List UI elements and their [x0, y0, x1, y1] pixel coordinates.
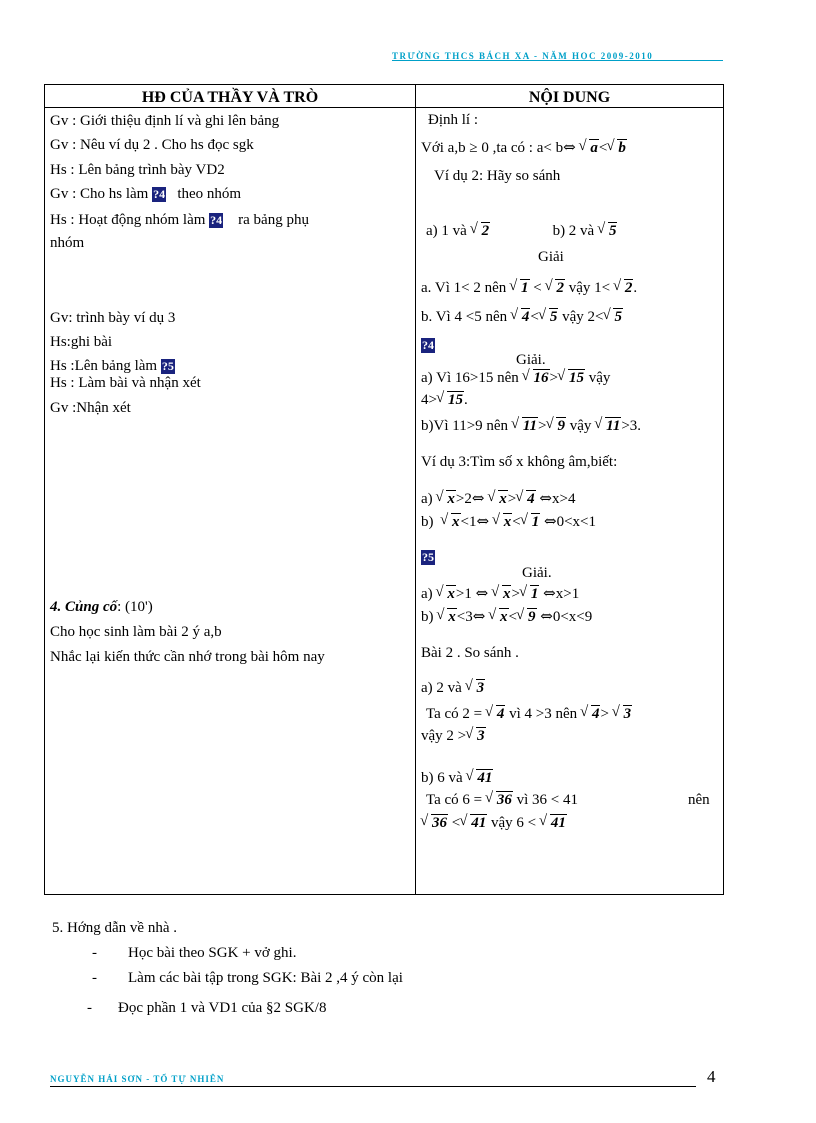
text: a. Vì 1< 2 nên — [421, 280, 507, 296]
sqrt-1: √ 1 — [521, 513, 541, 531]
right-line: 4>√ 15. — [421, 391, 468, 409]
text: Hs : Hoạt động nhóm làm — [50, 212, 206, 228]
sqrt-11: √ 11 — [595, 417, 621, 435]
sqrt-9: √ 9 — [517, 608, 537, 626]
right-line: Giải — [538, 249, 564, 265]
right-cell — [416, 108, 724, 895]
text: x>4 — [552, 491, 576, 507]
sqrt-11: √ 11 — [512, 417, 538, 435]
right-line: Với a,b ≥ 0 ,ta có : a< b⇔ √ a<√ b — [421, 138, 627, 157]
text: a) 2 và — [421, 680, 462, 696]
text: a) — [421, 491, 433, 507]
text: b)Vì 11>9 nên — [421, 418, 509, 434]
iff-symbol: ⇔ — [472, 607, 486, 625]
right-line: a) Vì 16>15 nên √ 16>√ 15 vậy — [421, 369, 610, 387]
left-line: Hs : Lên bảng trình bày VD2 — [50, 162, 225, 178]
text: vậy 2 > — [421, 728, 467, 744]
col-left-title: HĐ CỦA THẦY VÀ TRÒ — [45, 85, 416, 108]
footer-rule — [50, 1086, 696, 1087]
homework-item: Đọc phần 1 và VD1 của §2 SGK/8 — [118, 1000, 327, 1016]
text: b) — [421, 609, 434, 625]
sqrt-x: √ x — [492, 585, 512, 603]
sqrt-x: √ x — [441, 513, 461, 531]
iff-symbol: ⇔ — [476, 512, 490, 530]
text: Hs :Lên bảng làm — [50, 358, 158, 374]
left-line: Nhắc lại kiến thức cần nhớ trong bài hôm nay — [50, 649, 325, 665]
homework-item: Học bài theo SGK + vở ghi. — [128, 945, 297, 961]
sqrt-5: √ 5 — [598, 222, 618, 240]
right-line: Ví dụ 3:Tìm số x không âm,biết: — [421, 454, 618, 470]
left-line: Cho học sinh làm bài 2 ý a,b — [50, 624, 222, 640]
left-line — [50, 598, 153, 616]
text: 4> — [421, 392, 437, 408]
sqrt-16: √ 16 — [523, 369, 550, 387]
left-line: Gv : Giới thiệu định lí và ghi lên bảng — [50, 113, 280, 129]
sqrt-15: √ 15 — [558, 369, 585, 387]
text: Ta có 6 = — [426, 792, 483, 808]
right-line: Bài 2 . So sánh . — [421, 645, 519, 661]
left-line: Hs : Làm bài và nhận xét — [50, 375, 201, 391]
right-line — [421, 548, 435, 566]
homework-item: Làm các bài tập trong SGK: Bài 2 ,4 ý còn lại — [128, 970, 403, 986]
right-line — [421, 769, 493, 787]
text: Ta có 2 = — [426, 706, 483, 722]
homework-dash: - — [87, 1000, 92, 1016]
sqrt-x: √ x — [489, 608, 509, 626]
text: Gv : Cho hs làm — [50, 186, 149, 202]
right-line: b) √ x<1⇔ √ x<√ 1 ⇔0<x<1 — [421, 512, 596, 531]
right-line: b. Vì 4 <5 nên √ 4<√ 5 vậy 2<√ 5 — [421, 308, 623, 326]
text: 0<x<9 — [552, 609, 593, 625]
right-line: a) √ x>2⇔ √ x>√ 4 ⇔x>4 — [421, 489, 575, 508]
right-line — [426, 791, 578, 809]
sqrt-41: √ 41 — [466, 769, 493, 787]
sqrt-a: √ a — [579, 139, 599, 157]
right-line — [421, 336, 435, 354]
sqrt-2: √ 2 — [545, 279, 565, 297]
text: vậy — [588, 370, 611, 386]
sqrt-41: √ 41 — [540, 814, 567, 832]
header-rule — [392, 60, 723, 61]
question-25-badge: ?5 — [422, 550, 434, 564]
sqrt-5: √ 5 — [603, 308, 623, 326]
sqrt-x: √ x — [488, 490, 508, 508]
sqrt-36: √ 36 — [486, 791, 513, 809]
text: a) 1 và — [426, 223, 467, 239]
left-line — [50, 185, 241, 203]
iff-symbol: ⇔ — [544, 512, 557, 530]
text: ≥ 0 ,ta có : a< b — [469, 140, 564, 156]
right-line: Ví dụ 2: Hãy so sánh — [434, 168, 561, 184]
text: vì 36 < 41 — [516, 792, 579, 808]
sqrt-4: √ 4 — [516, 490, 536, 508]
sqrt-x: √ x — [493, 513, 513, 531]
left-line: Gv : Nêu ví dụ 2 . Cho hs đọc sgk — [50, 137, 254, 153]
col-right-title: NỘI DUNG — [416, 85, 724, 108]
text: vậy 1< — [568, 280, 611, 296]
right-line: Giải. — [522, 565, 552, 581]
left-line: nhóm — [50, 235, 85, 251]
sqrt-4: √ 4 — [581, 705, 601, 723]
right-line: Định lí : — [428, 112, 479, 128]
right-line: Ta có 2 = √ 4 vì 4 >3 nên √ 4> √ 3 — [426, 705, 632, 723]
text: b. Vì 4 <5 nên — [421, 309, 508, 325]
sqrt-9: √ 9 — [546, 417, 566, 435]
sqrt-3: √ 3 — [466, 679, 486, 697]
text: >3. — [621, 418, 642, 434]
text: vậy 6 < — [490, 815, 537, 831]
sqrt-41: √ 41 — [460, 814, 487, 832]
text: 0<x<1 — [556, 514, 597, 530]
question-24-badge: ?4 — [153, 187, 166, 201]
text: a) Vì 16>15 nên — [421, 370, 519, 386]
left-line: Gv :Nhận xét — [50, 400, 131, 416]
right-line: Giải. — [516, 352, 546, 368]
left-line: Hs:ghi bài — [50, 334, 113, 350]
sqrt-x: √ x — [437, 608, 457, 626]
sqrt-x: √ x — [436, 585, 456, 603]
iff-symbol: ⇔ — [540, 607, 553, 625]
sqrt-4: √ 4 — [511, 308, 531, 326]
question-24-badge: ?4 — [210, 213, 223, 227]
text: vậy 2< — [562, 309, 604, 325]
text: : (10') — [117, 599, 153, 615]
iff-symbol: ⇔ — [543, 584, 556, 602]
page-number: 4 — [707, 1067, 716, 1086]
iff-symbol: ⇔ — [471, 489, 485, 507]
sqrt-36: √ 36 — [421, 814, 448, 832]
text: theo nhóm — [177, 186, 242, 202]
text: x>1 — [555, 586, 580, 602]
sqrt-2: √ 2 — [471, 222, 491, 240]
right-line: √ 36 <√ 41 vậy 6 < √ 41 — [421, 814, 567, 832]
homework-dash: - — [92, 970, 97, 986]
right-line — [421, 727, 486, 745]
left-line — [50, 357, 175, 375]
cungco-title: 4. Củng cố — [50, 599, 118, 615]
right-line: nên — [688, 792, 710, 808]
right-line: b) √ x<3⇔ √ x<√ 9 ⇔0<x<9 — [421, 607, 592, 626]
iff-symbol: ⇔ — [475, 584, 489, 602]
sqrt-x: √ x — [436, 490, 456, 508]
text: b) 2 và — [552, 223, 595, 239]
header-school-year: TRƯỜNG THCS BÁCH XA - NĂM HỌC 2009-2010 — [392, 51, 654, 61]
sqrt-3: √ 3 — [613, 705, 633, 723]
sqrt-b: √ b — [607, 139, 627, 157]
homework-title: 5. Hớng dẫn về nhà . — [52, 920, 177, 936]
sqrt-1: √ 1 — [520, 585, 540, 603]
right-line: a. Vì 1< 2 nên √ 1 < √ 2 vậy 1< √ 2. — [421, 279, 637, 297]
right-line — [426, 222, 617, 240]
lesson-table — [44, 84, 724, 895]
iff-symbol: ⇔ — [539, 489, 552, 507]
sqrt-4: √ 4 — [486, 705, 506, 723]
sqrt-15: √ 15 — [437, 391, 464, 409]
text: ra bảng phụ — [238, 212, 309, 228]
text: b) — [421, 514, 434, 530]
question-25-badge: ?5 — [161, 359, 174, 373]
right-line: a) √ x>1 ⇔ √ x>√ 1 ⇔x>1 — [421, 584, 579, 603]
sqrt-5: √ 5 — [539, 308, 559, 326]
text: vì 4 >3 nên — [509, 706, 578, 722]
text: Với a,b — [421, 140, 466, 156]
sqrt-3: √ 3 — [466, 727, 486, 745]
left-cell — [45, 108, 416, 895]
left-line — [50, 211, 309, 229]
footer-author: NGUYỄN HẢI SƠN - TỔ TỰ NHIÊN — [50, 1074, 225, 1084]
sqrt-1: √ 1 — [510, 279, 530, 297]
homework-dash: - — [92, 945, 97, 961]
right-line: b)Vì 11>9 nên √ 11>√ 9 vậy √ 11>3. — [421, 417, 641, 435]
left-line: Gv: trình bày ví dụ 3 — [50, 310, 176, 326]
sqrt-2: √ 2 — [614, 279, 634, 297]
question-24-badge: ?4 — [422, 338, 434, 352]
text: a) — [421, 586, 433, 602]
text: vậy — [569, 418, 592, 434]
text: b) 6 và — [421, 770, 463, 786]
right-line — [421, 679, 485, 697]
iff-symbol: ⇔ — [563, 138, 576, 156]
